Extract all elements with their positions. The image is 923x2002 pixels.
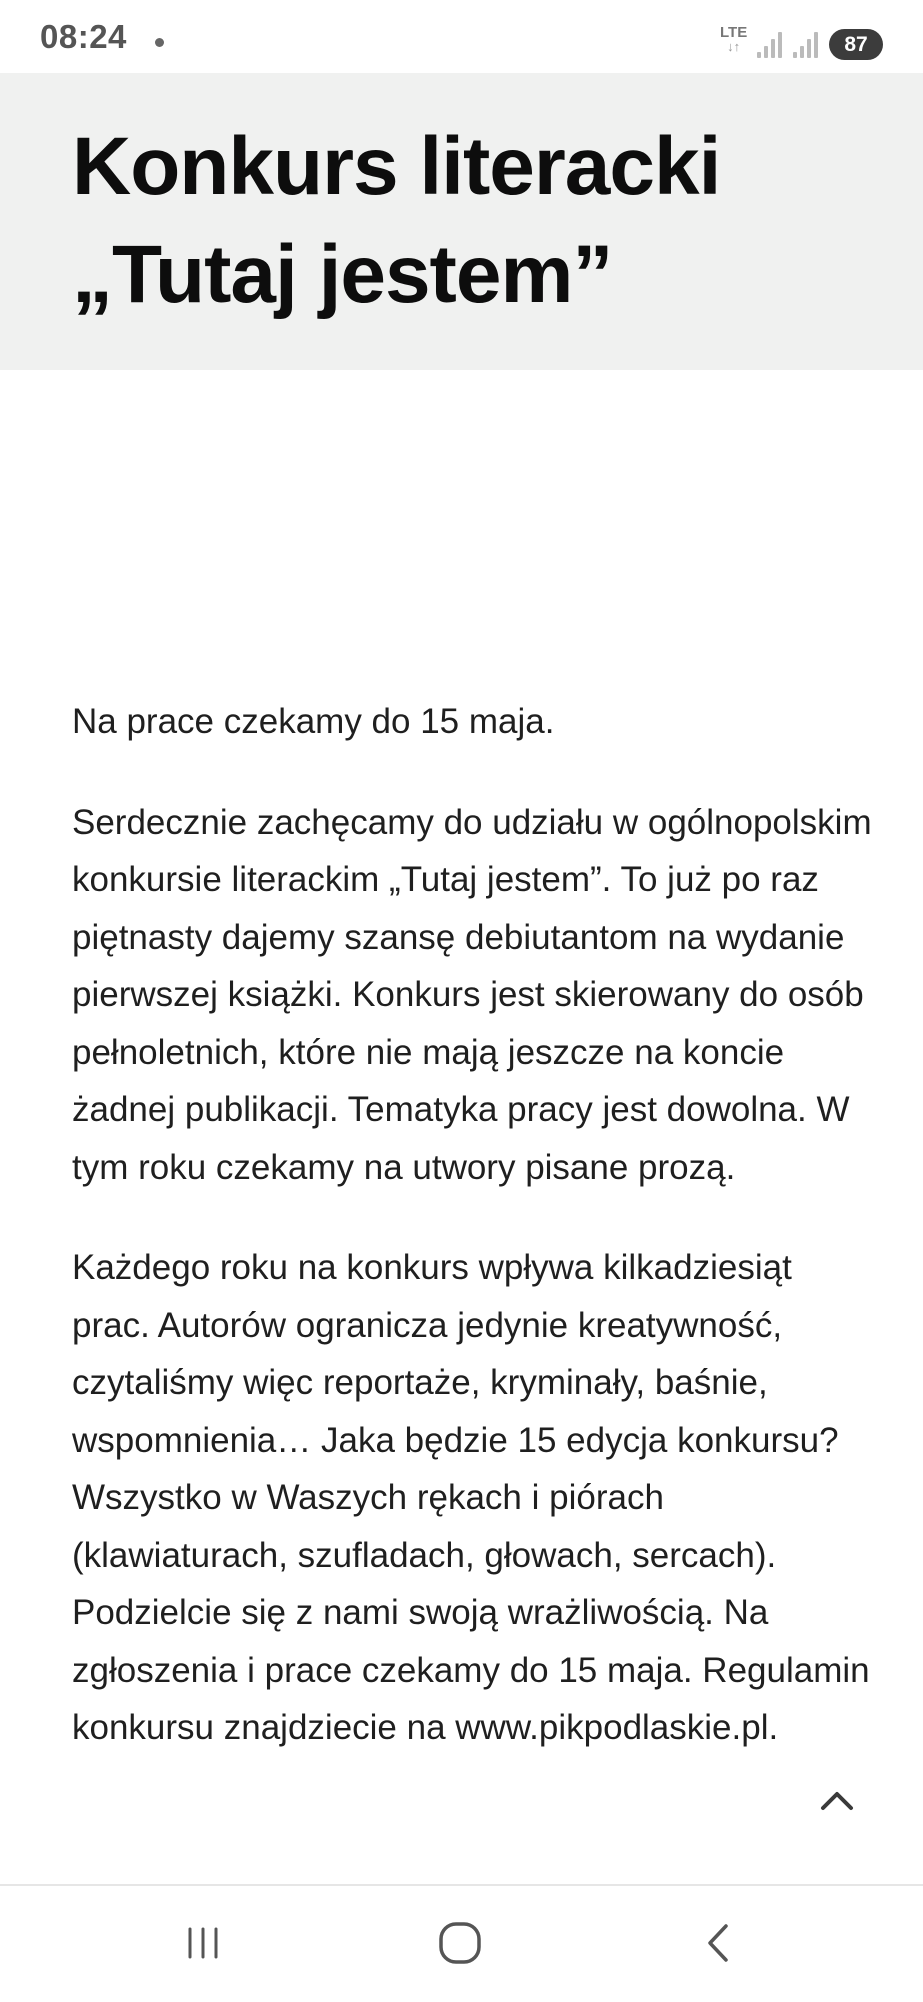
status-bar [0, 0, 923, 73]
back-button[interactable] [678, 1908, 758, 1978]
article-body [72, 693, 872, 1800]
page-title-line-2: „Tutaj jestem” [72, 229, 613, 320]
lte-label: LTE [720, 24, 748, 41]
home-icon [437, 1920, 483, 1966]
chevron-up-icon [820, 1789, 854, 1811]
page-title [72, 113, 872, 329]
data-arrows-icon: ↓↑ [727, 39, 741, 54]
scroll-to-top-button[interactable] [815, 1778, 859, 1822]
battery-level: 87 [829, 29, 883, 60]
page-title-line-1: Konkurs literacki [72, 121, 721, 212]
title-banner [0, 73, 923, 370]
article-paragraph: Serdecznie zachęcamy do udziału w ogólnopolskim konkursie literackim „Tutaj jestem”. To już po raz piętnasty dajemy szansę debiutantom na wydanie pierwszej książki. Konkurs jest skierowany do osób pełnoletnich, które nie mają jeszcze na koncie żadnej publikacji. Tematyka pracy jest dowolna. W tym roku czekamy na utwory pisane prozą. [72, 802, 872, 1187]
article-paragraph: Na prace czekamy do 15 maja. [72, 702, 555, 741]
recent-apps-button[interactable] [163, 1908, 243, 1978]
article-paragraph: Każdego roku na konkurs wpływa kilkadziesiąt prac. Autorów ogranicza jedynie kreatywność, czytaliśmy więc reportaże, kryminały, baśnie, wspomnienia… Jaka będzie 15 edycja konkursu? Wszystko w Waszych rękach i piórach (klawiaturach, szufladach, głowach, sercach). Podzielcie się z nami swoją wrażliwością. Na zgłoszenia i prace czekamy do 15 maja. Regulamin konkursu znajdziecie na www.pikpodlaskie.pl. [72, 1248, 870, 1747]
signal-strength-icon [757, 28, 783, 58]
status-time: 08:24 [40, 18, 127, 55]
notification-dot-icon [155, 38, 164, 47]
signal-strength-icon-sim2 [793, 28, 819, 58]
navigation-bar [0, 1884, 923, 2002]
recent-apps-icon [183, 1923, 223, 1963]
back-icon [698, 1920, 738, 1966]
home-button[interactable] [420, 1908, 500, 1978]
lte-indicator [720, 26, 747, 54]
